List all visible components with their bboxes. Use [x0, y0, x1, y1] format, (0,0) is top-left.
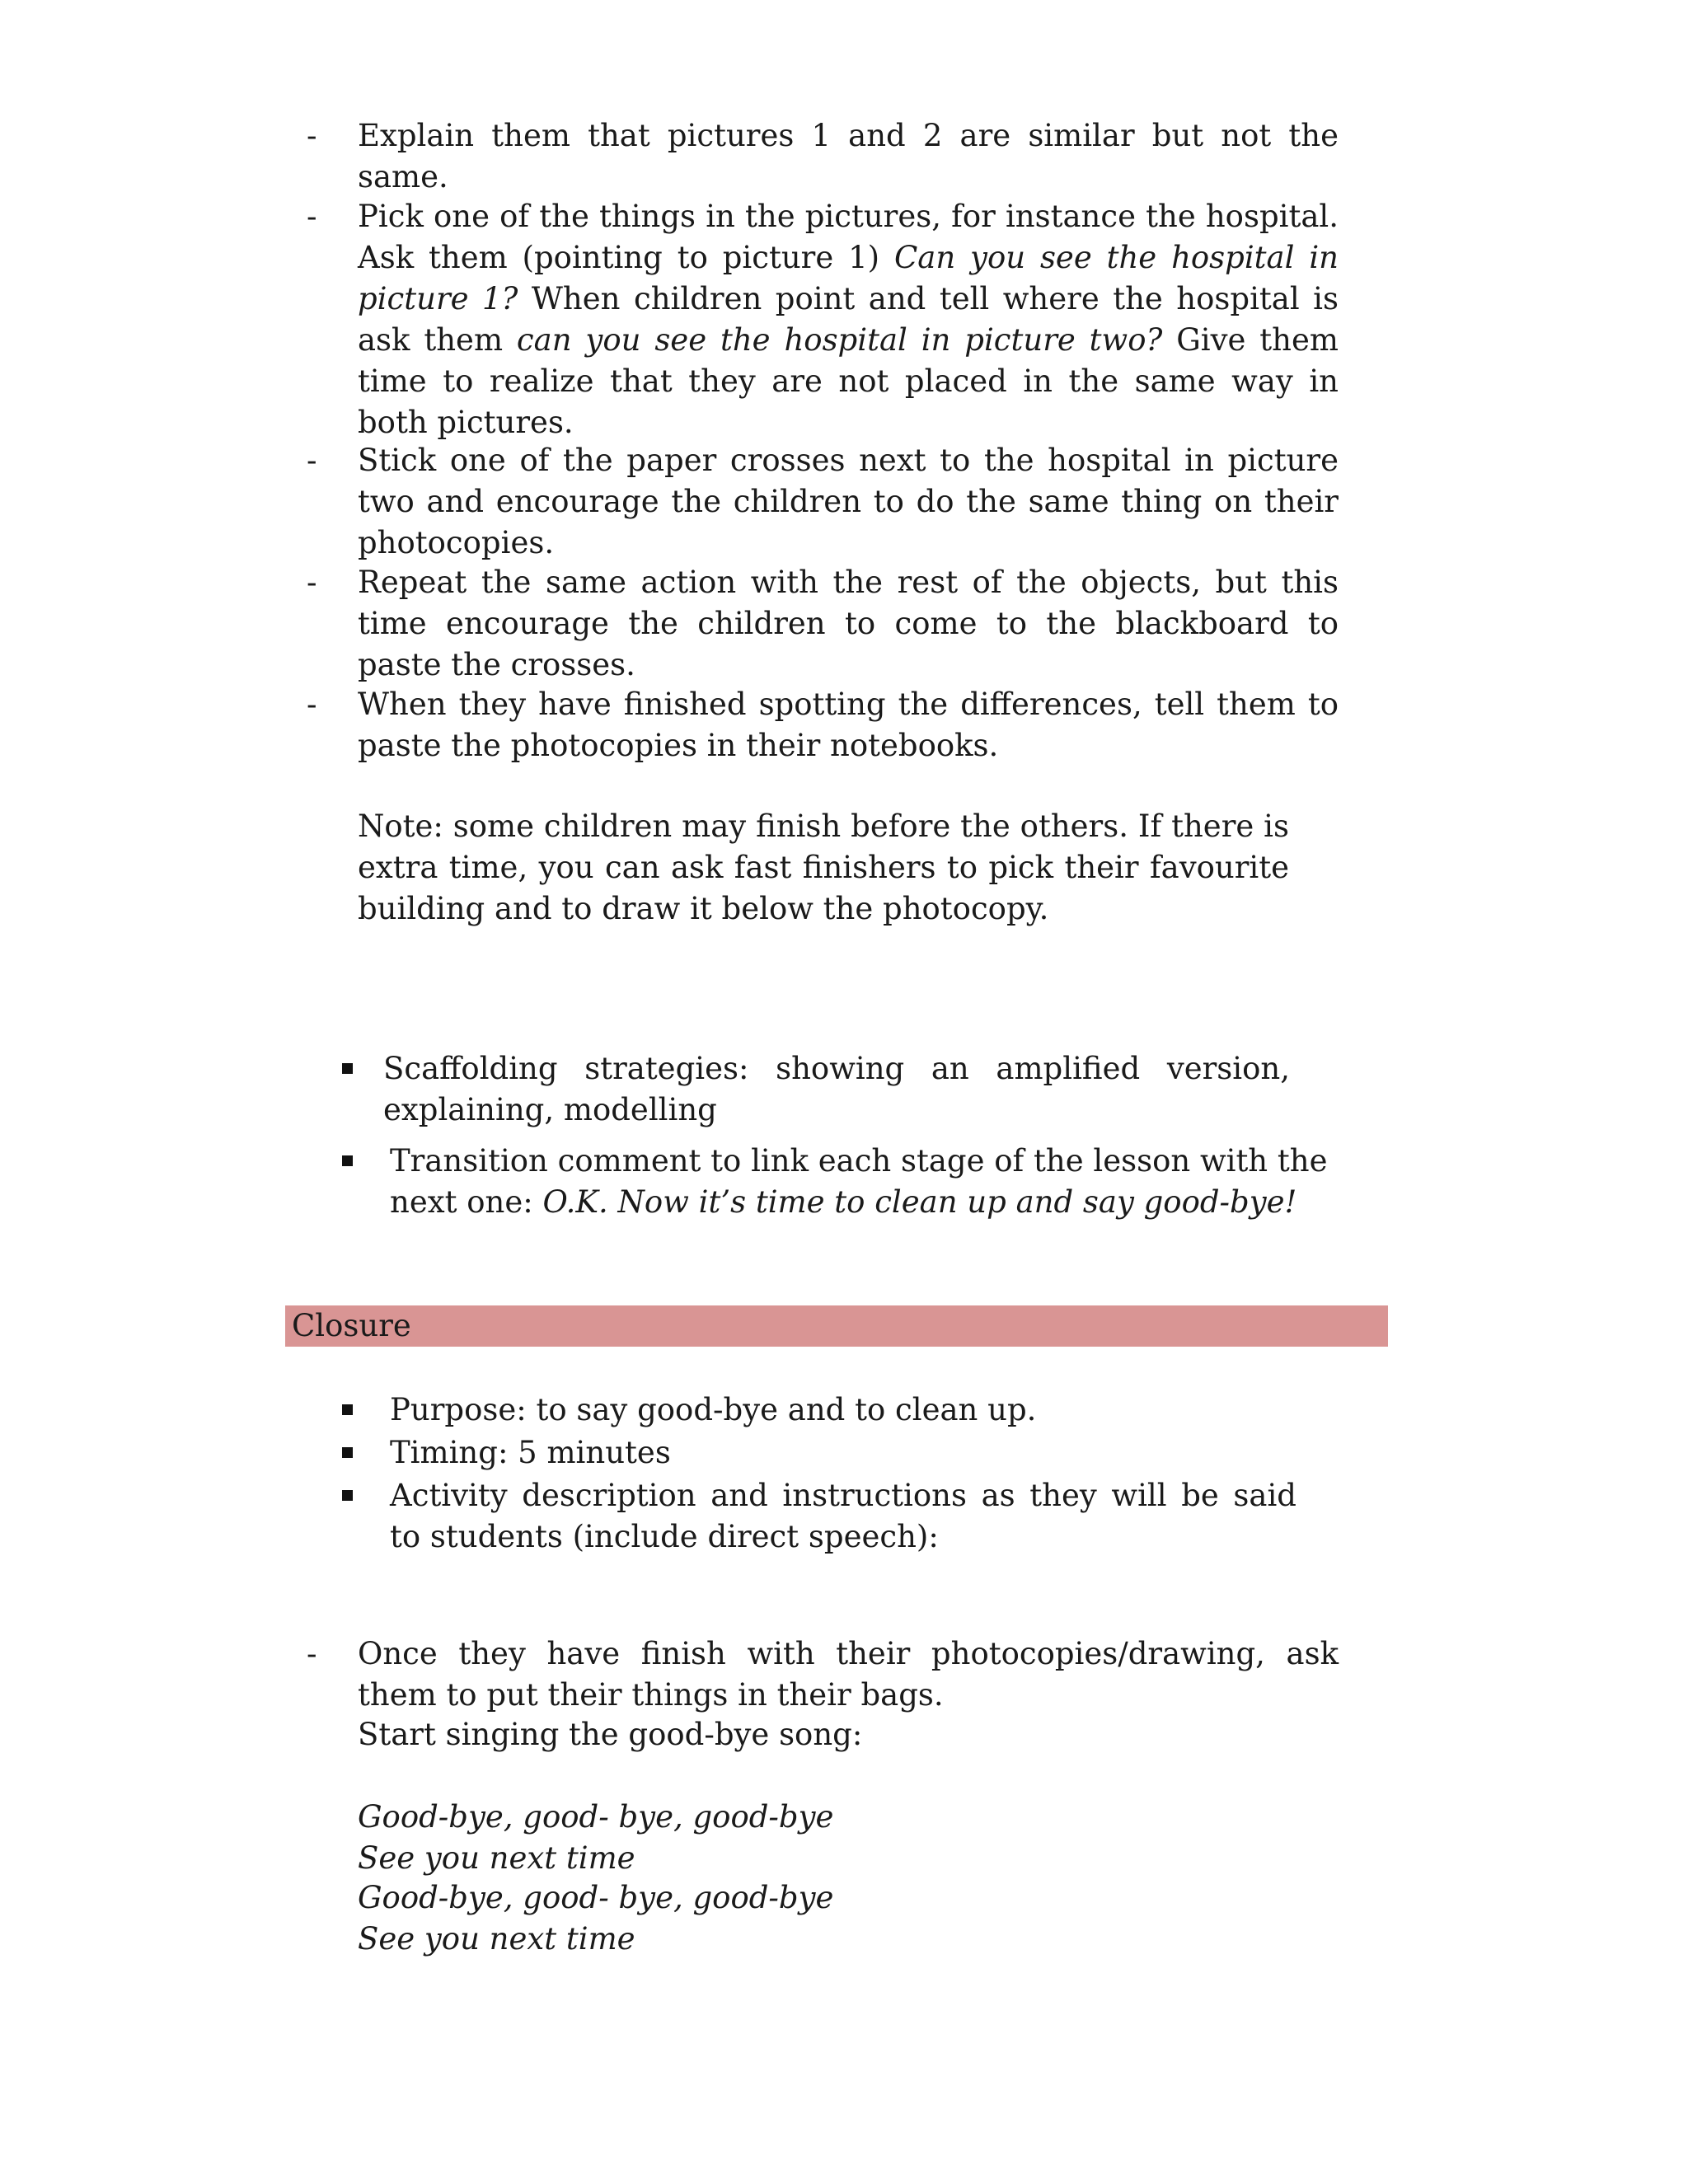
step-text-part: When children point and tell where the hospital is ask them — [358, 281, 1339, 358]
step-text — [358, 684, 1339, 766]
step-text — [358, 115, 1339, 198]
song-line: Good-bye, good- bye, good-bye — [358, 1880, 834, 1915]
step-text — [358, 440, 1339, 564]
closure-step-text: Once they have finish with their photocopies/drawing, ask them to put their things in their bags. — [358, 1636, 1339, 1713]
closure-heading: Closure — [292, 1308, 411, 1343]
transition-label: Transition comment to link each stage of the lesson with the next one: — [390, 1143, 1328, 1220]
step-text-part: Pick one of the things in the pictures, for instance the hospital. Ask them (pointing to picture 1) — [358, 199, 1339, 275]
step-text — [358, 562, 1339, 686]
dash-marker: - — [307, 1636, 317, 1671]
step-text-part: When they have finished spotting the differences, tell them to paste the photocopies in their notebooks. — [358, 687, 1339, 763]
note-paragraph: Note: some children may finish before the others. If there is extra time, you can ask fast finishers to pick their favourite building and to draw it below the photocopy. — [358, 808, 1289, 926]
square-bullet-icon — [342, 1155, 353, 1166]
transition-text — [390, 1141, 1395, 1223]
singing-instruction: Start singing the good-bye song: — [358, 1717, 863, 1752]
dash-marker: - — [307, 199, 317, 234]
step-question-italic: can you see the hospital in picture two? — [516, 322, 1163, 358]
dash-marker: - — [307, 443, 317, 478]
closure-heading-bar — [285, 1305, 1388, 1347]
song-line: See you next time — [358, 1921, 635, 1957]
step-text-part: Repeat the same action with the rest of the objects, but this time encourage the children to come to the blackboard to paste the crosses. — [358, 565, 1339, 682]
transition-quote: O.K. Now it’s time to clean up and say good-bye! — [542, 1184, 1297, 1220]
step-text-part: Stick one of the paper crosses next to the hospital in picture two and encourage the children to do the same thing on their photocopies. — [358, 443, 1339, 560]
timing-text: Timing: 5 minutes — [390, 1435, 671, 1470]
step-text-part: Give them time to realize that they are not placed in the same way in both pictures. — [358, 322, 1339, 440]
dash-marker: - — [307, 565, 317, 600]
song-line: Good-bye, good- bye, good-bye — [358, 1799, 834, 1835]
purpose-text: Purpose: to say good-bye and to clean up. — [390, 1392, 1037, 1427]
square-bullet-icon — [342, 1404, 353, 1415]
song-line: See you next time — [358, 1840, 635, 1876]
dash-marker: - — [307, 687, 317, 722]
step-text — [358, 196, 1339, 443]
step-text-part: Explain them that pictures 1 and 2 are similar but not the same. — [358, 118, 1339, 194]
scaffolding-text: Scaffolding strategies: showing an amplified version, explaining, modelling — [383, 1051, 1290, 1127]
square-bullet-icon — [342, 1447, 353, 1458]
square-bullet-icon — [342, 1063, 353, 1074]
activity-text: Activity description and instructions as they will be said to students (include direct speech): — [390, 1478, 1296, 1554]
step-question-italic: Can you see the hospital in picture 1? — [358, 240, 1339, 316]
square-bullet-icon — [342, 1490, 353, 1501]
dash-marker: - — [307, 118, 317, 153]
